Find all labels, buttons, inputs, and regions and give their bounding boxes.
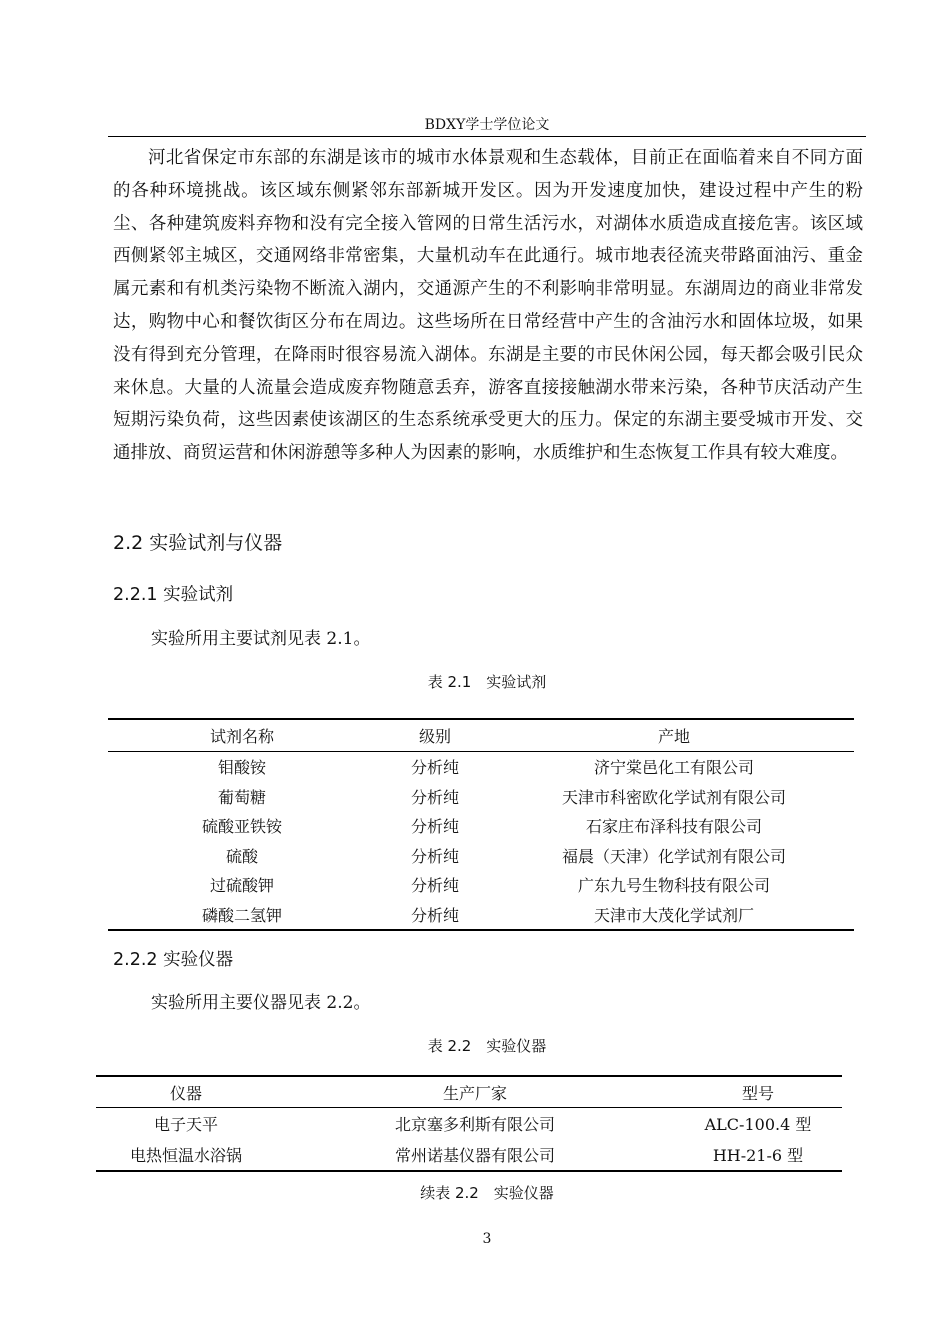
table-row — [96, 1139, 842, 1171]
table-row — [96, 1108, 842, 1140]
section-2-2-2-heading: 2.2.2 实验仪器 — [113, 950, 234, 970]
column-header: 产地 — [494, 719, 854, 752]
table-cell: 福晨（天津）化学试剂有限公司 — [561, 846, 786, 866]
table-cell: 葡萄糖 — [217, 787, 266, 807]
column-header: 级别 — [376, 719, 494, 752]
table-cell: 分析纯 — [410, 846, 459, 866]
table-cell: 常州诺基仪器有限公司 — [394, 1146, 555, 1165]
table-cell: 磷酸二氢钾 — [201, 905, 282, 925]
table-row — [108, 900, 854, 931]
table-cell: ALC-100.4 型 — [704, 1115, 812, 1134]
table-2-1-caption: 表 2.1 实验试剂 — [427, 673, 547, 691]
table-cell: 广东九号生物科技有限公司 — [577, 876, 770, 896]
table-cell: 分析纯 — [410, 905, 459, 925]
table-cell: 电热恒温水浴锅 — [129, 1146, 242, 1165]
table-cell: 硫酸 — [225, 846, 258, 866]
table-2-2-caption: 表 2.2 实验仪器 — [427, 1037, 547, 1055]
section-2-2-heading: 2.2 实验试剂与仪器 — [113, 532, 283, 554]
column-header: 仪器 — [96, 1076, 276, 1108]
table-cell: 分析纯 — [410, 876, 459, 896]
table-row — [108, 811, 854, 841]
reagent-table — [108, 718, 854, 931]
table-row — [108, 870, 854, 900]
body-paragraph: 河北省保定市东部的东湖是该市的城市水体景观和生态载体，目前正在面临着来自不同方面的各种环境挑战。该区域东侧紧邻东部新城开发区。因为开发速度加快，建设过程中产生的粉尘、各种建筑废料弃物和没有完全接入管网的日常生活污水，对湖体水质造成直接危害。该区域西侧紧邻主城区，交通网络非常密集，大量机动车在此通行。城市地表径流夹带路面油污、重金属元素和有机类污染物不断流入湖内，交通源产生的不利影响非常明显。东湖周边的商业非常发达，购物中心和餐饮街区分布在周边。这些场所在日常经营中产生的含油污水和固体垃圾，如果没有得到充分管理，在降雨时很容易流入湖体。东湖是主要的市民休闲公园，每天都会吸引民众来休息。大量的人流量会造成废弃物随意丢弃，游客直接接触湖水带来污染，各种节庆活动产生短期污染负荷，这些因素使该湖区的生态系统承受更大的压力。保定的东湖主要受城市开发、交通排放、商贸运营和休闲游憩等多种人为因素的影响，水质维护和生态恢复工作具有较大难度。 — [113, 148, 863, 464]
table-header-row — [96, 1076, 842, 1108]
column-header: 型号 — [674, 1076, 842, 1108]
table-cell: 钼酸铵 — [217, 758, 266, 778]
page-number: 3 — [482, 1231, 492, 1247]
table-cell: 济宁棠邑化工有限公司 — [593, 758, 754, 778]
table-cell: 分析纯 — [410, 758, 459, 778]
table-cell: HH-21-6 型 — [712, 1146, 804, 1165]
table-cell: 石家庄布泽科技有限公司 — [585, 817, 762, 837]
section-2-2-1-heading: 2.2.1 实验试剂 — [113, 585, 234, 605]
table-cell: 过硫酸钾 — [209, 876, 274, 896]
column-header: 生产厂家 — [276, 1076, 674, 1108]
table-cell: 电子天平 — [153, 1115, 218, 1134]
table-row — [108, 752, 854, 782]
instrument-intro-text: 实验所用主要仪器见表 2.2。 — [151, 993, 371, 1013]
header-rule — [108, 136, 866, 137]
table-cell: 分析纯 — [410, 817, 459, 837]
table-cell: 天津市科密欧化学试剂有限公司 — [561, 787, 786, 807]
table-cell: 分析纯 — [410, 787, 459, 807]
table-header-row — [108, 719, 854, 752]
column-header: 试剂名称 — [108, 719, 376, 752]
table-row — [108, 782, 854, 812]
table-2-2-continued-caption: 续表 2.2 实验仪器 — [420, 1184, 554, 1202]
instrument-table — [96, 1075, 842, 1172]
table-cell: 硫酸亚铁铵 — [201, 817, 282, 837]
reagent-intro-text: 实验所用主要试剂见表 2.1。 — [151, 629, 371, 649]
table-cell: 天津市大茂化学试剂厂 — [593, 905, 754, 925]
running-header: BDXY学士学位论文 — [424, 117, 550, 133]
table-row — [108, 841, 854, 871]
table-cell: 北京塞多利斯有限公司 — [394, 1115, 555, 1134]
